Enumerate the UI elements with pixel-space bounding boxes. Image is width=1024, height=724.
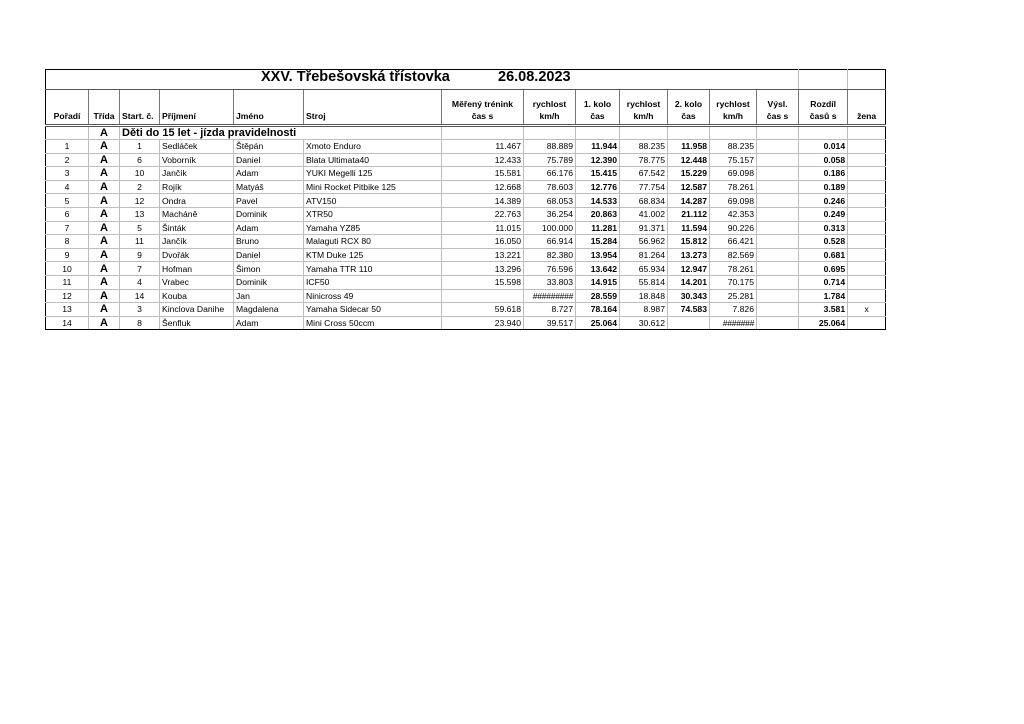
cell-rozdil: 0.189 (799, 180, 848, 194)
cell-vysl (757, 167, 799, 181)
event-date: 26.08.2023 (498, 69, 571, 85)
cell-vysl (757, 221, 799, 235)
cell-poradi: 4 (46, 180, 89, 194)
cell-poradi: 5 (46, 194, 89, 208)
cell-vysl (757, 316, 799, 330)
cell-trida: A (89, 153, 120, 167)
cell-jmeno: Bruno (234, 235, 304, 249)
cell-rychlost-2: 88.235 (710, 140, 757, 154)
cell-stroj: Mini Rocket Pitbike 125 (304, 180, 442, 194)
cell-zena (848, 140, 886, 154)
cell-trida: A (89, 221, 120, 235)
cell-rychlost-2: 75.157 (710, 153, 757, 167)
cell-rychlost-1: 55.814 (620, 275, 668, 289)
cell-stroj: KTM Duke 125 (304, 248, 442, 262)
cell-rychlost-2: 42.353 (710, 207, 757, 221)
cell-trenink: 23.940 (442, 316, 524, 330)
category-class: A (89, 126, 120, 140)
cell-rychlost-1: 68.834 (620, 194, 668, 208)
cell-prijmeni: Dvořák (160, 248, 234, 262)
cell-rychlost-2: 69.098 (710, 194, 757, 208)
cell-rychlost-1: 77.754 (620, 180, 668, 194)
cell-kolo-2: 11.594 (668, 221, 710, 235)
cell-prijmeni: Jančík (160, 167, 234, 181)
cell-rychlost-1: 56.962 (620, 235, 668, 249)
cell-stroj: YUKI Megelli 125 (304, 167, 442, 181)
header-start: Start. č. (120, 90, 160, 126)
table-row (46, 262, 886, 276)
cell-rychlost-0: 36.254 (524, 207, 576, 221)
cell-zena: x (848, 303, 886, 317)
empty-cell (848, 126, 886, 140)
cell-vysl (757, 140, 799, 154)
header-line2: čas s (766, 111, 789, 121)
cell-rychlost-0: 88.889 (524, 140, 576, 154)
cell-kolo-2: 21.112 (668, 207, 710, 221)
cell-stroj: Blata Ultimata40 (304, 153, 442, 167)
header-line2: km/h (633, 111, 654, 121)
table-row (46, 180, 886, 194)
header-prijmeni: Příjmení (160, 90, 234, 126)
table-row (46, 235, 886, 249)
cell-start: 4 (120, 275, 160, 289)
cell-vysl (757, 275, 799, 289)
cell-zena (848, 153, 886, 167)
cell-zena (848, 221, 886, 235)
cell-rychlost-1: 78.775 (620, 153, 668, 167)
cell-rychlost-2: 78.261 (710, 262, 757, 276)
cell-rychlost-1: 91.371 (620, 221, 668, 235)
cell-jmeno: Štěpán (234, 140, 304, 154)
cell-jmeno: Dominik (234, 275, 304, 289)
cell-trenink: 11.467 (442, 140, 524, 154)
cell-vysl (757, 303, 799, 317)
cell-start: 14 (120, 289, 160, 303)
cell-poradi: 13 (46, 303, 89, 317)
header-rychlost-0 (524, 90, 576, 126)
cell-jmeno: Daniel (234, 153, 304, 167)
table-row (46, 289, 886, 303)
cell-jmeno: Dominik (234, 207, 304, 221)
cell-vysl (757, 235, 799, 249)
cell-zena (848, 289, 886, 303)
cell-zena (848, 235, 886, 249)
cell-prijmeni: Macháně (160, 207, 234, 221)
cell-rozdil: 25.064 (799, 316, 848, 330)
cell-rychlost-0: 39.517 (524, 316, 576, 330)
cell-stroj: Yamaha TTR 110 (304, 262, 442, 276)
empty-cell (799, 70, 848, 90)
cell-rychlost-0: 78.603 (524, 180, 576, 194)
cell-rozdil: 0.186 (799, 167, 848, 181)
cell-rozdil: 3.581 (799, 303, 848, 317)
cell-trenink: 12.433 (442, 153, 524, 167)
cell-jmeno: Adam (234, 167, 304, 181)
empty-cell (442, 126, 524, 140)
cell-trida: A (89, 248, 120, 262)
cell-rychlost-1: 67.542 (620, 167, 668, 181)
cell-rychlost-1: 88.235 (620, 140, 668, 154)
cell-kolo-1: 28.559 (576, 289, 620, 303)
cell-stroj: Yamaha Sidecar 50 (304, 303, 442, 317)
table-row (46, 167, 886, 181)
cell-start: 12 (120, 194, 160, 208)
cell-kolo-1: 15.415 (576, 167, 620, 181)
table-row (46, 140, 886, 154)
cell-vysl (757, 194, 799, 208)
cell-poradi: 10 (46, 262, 89, 276)
cell-rozdil: 0.014 (799, 140, 848, 154)
cell-trenink (442, 289, 524, 303)
cell-kolo-2: 11.958 (668, 140, 710, 154)
cell-prijmeni: Sedláček (160, 140, 234, 154)
header-vysl (757, 90, 799, 126)
table-row (46, 275, 886, 289)
cell-kolo-2: 12.448 (668, 153, 710, 167)
header-line2: km/h (539, 111, 560, 121)
cell-rychlost-0: 68.053 (524, 194, 576, 208)
cell-trida: A (89, 207, 120, 221)
cell-start: 13 (120, 207, 160, 221)
cell-stroj: ATV150 (304, 194, 442, 208)
header-jmeno: Jméno (234, 90, 304, 126)
cell-stroj: Mini Cross 50ccm (304, 316, 442, 330)
cell-rozdil: 0.695 (799, 262, 848, 276)
header-line1: rychlost (532, 99, 567, 109)
cell-rychlost-2: 90.226 (710, 221, 757, 235)
header-line2: km/h (722, 111, 744, 121)
header-trenink-line1: Měřený trénink (451, 99, 514, 109)
cell-jmeno: Adam (234, 316, 304, 330)
cell-trenink: 13.221 (442, 248, 524, 262)
cell-rychlost-2: 78.261 (710, 180, 757, 194)
cell-rychlost-1: 30.612 (620, 316, 668, 330)
cell-zena (848, 194, 886, 208)
cell-kolo-1: 14.533 (576, 194, 620, 208)
cell-jmeno: Adam (234, 221, 304, 235)
cell-rozdil: 0.246 (799, 194, 848, 208)
cell-stroj: Malaguti RCX 80 (304, 235, 442, 249)
cell-trida: A (89, 180, 120, 194)
cell-rozdil: 0.313 (799, 221, 848, 235)
header-row (46, 90, 886, 126)
header-trenink (442, 90, 524, 126)
category-label: Děti do 15 let - jízda pravidelnosti (120, 126, 442, 140)
cell-trida: A (89, 167, 120, 181)
table-row (46, 153, 886, 167)
cell-prijmeni: Rojík (160, 180, 234, 194)
table-row (46, 221, 886, 235)
cell-rychlost-2: 70.175 (710, 275, 757, 289)
cell-start: 7 (120, 262, 160, 276)
header-line1: Výsl. (767, 99, 788, 109)
cell-vysl (757, 207, 799, 221)
cell-trenink: 11.015 (442, 221, 524, 235)
cell-rozdil: 0.528 (799, 235, 848, 249)
cell-stroj: XTR50 (304, 207, 442, 221)
header-line1: Rozdíl (810, 99, 837, 109)
cell-rychlost-1: 18.848 (620, 289, 668, 303)
cell-prijmeni: Vrabec (160, 275, 234, 289)
cell-zena (848, 275, 886, 289)
cell-kolo-2: 74.583 (668, 303, 710, 317)
cell-kolo-1: 11.944 (576, 140, 620, 154)
cell-poradi: 3 (46, 167, 89, 181)
cell-rychlost-0: 8.727 (524, 303, 576, 317)
cell-zena (848, 262, 886, 276)
cell-start: 5 (120, 221, 160, 235)
cell-vysl (757, 248, 799, 262)
cell-prijmeni: Kouba (160, 289, 234, 303)
cell-vysl (757, 153, 799, 167)
cell-trida: A (89, 235, 120, 249)
header-trenink-line2: čas s (471, 111, 494, 121)
cell-trenink: 59.618 (442, 303, 524, 317)
empty-cell (757, 126, 799, 140)
cell-zena (848, 316, 886, 330)
cell-start: 8 (120, 316, 160, 330)
cell-poradi: 12 (46, 289, 89, 303)
cell-start: 1 (120, 140, 160, 154)
cell-kolo-1: 12.390 (576, 153, 620, 167)
header-line1: rychlost (716, 99, 750, 109)
cell-stroj: Ninicross 49 (304, 289, 442, 303)
cell-trida: A (89, 262, 120, 276)
cell-trenink: 16.050 (442, 235, 524, 249)
cell-kolo-1: 25.064 (576, 316, 620, 330)
header-poradi: Pořadí (46, 90, 89, 126)
empty-cell (668, 126, 710, 140)
header-line1: rychlost (626, 99, 661, 109)
cell-trida: A (89, 275, 120, 289)
cell-stroj: Yamaha YZ85 (304, 221, 442, 235)
cell-trenink: 14.389 (442, 194, 524, 208)
cell-prijmeni: Kinclova Danihe (160, 303, 234, 317)
cell-rychlost-1: 8.987 (620, 303, 668, 317)
cell-jmeno: Šimon (234, 262, 304, 276)
cell-kolo-2: 15.812 (668, 235, 710, 249)
empty-cell (576, 126, 620, 140)
header-kolo-1 (576, 90, 620, 126)
header-line1: 2. kolo (674, 99, 703, 109)
cell-poradi: 11 (46, 275, 89, 289)
cell-rychlost-0: 100.000 (524, 221, 576, 235)
cell-stroj: Xmoto Enduro (304, 140, 442, 154)
cell-poradi: 9 (46, 248, 89, 262)
cell-jmeno: Magdalena (234, 303, 304, 317)
cell-kolo-2: 14.287 (668, 194, 710, 208)
header-trida: Třída (89, 90, 120, 126)
header-rozdil (799, 90, 848, 126)
cell-kolo-2: 14.201 (668, 275, 710, 289)
cell-trenink: 13.296 (442, 262, 524, 276)
title-cell (46, 70, 799, 90)
cell-trida: A (89, 289, 120, 303)
cell-vysl (757, 180, 799, 194)
cell-vysl (757, 289, 799, 303)
cell-kolo-1: 14.915 (576, 275, 620, 289)
cell-kolo-1: 20.863 (576, 207, 620, 221)
cell-rozdil: 0.714 (799, 275, 848, 289)
header-kolo-2 (668, 90, 710, 126)
cell-rychlost-2: ####### (710, 316, 757, 330)
cell-jmeno: Matyáš (234, 180, 304, 194)
cell-rychlost-2: 82.569 (710, 248, 757, 262)
cell-rychlost-0: 75.789 (524, 153, 576, 167)
cell-rychlost-1: 65.934 (620, 262, 668, 276)
empty-cell (46, 126, 89, 140)
cell-kolo-2: 30.343 (668, 289, 710, 303)
table-row (46, 194, 886, 208)
cell-rychlost-1: 41.002 (620, 207, 668, 221)
cell-rychlost-0: 76.596 (524, 262, 576, 276)
cell-rychlost-0: 33.803 (524, 275, 576, 289)
header-line2: čas (681, 111, 696, 121)
cell-rozdil: 1.784 (799, 289, 848, 303)
cell-kolo-1: 13.642 (576, 262, 620, 276)
cell-trenink: 15.581 (442, 167, 524, 181)
cell-start: 2 (120, 180, 160, 194)
cell-poradi: 1 (46, 140, 89, 154)
cell-rychlost-2: 66.421 (710, 235, 757, 249)
cell-trenink: 15.598 (442, 275, 524, 289)
cell-kolo-1: 15.284 (576, 235, 620, 249)
cell-kolo-2: 15.229 (668, 167, 710, 181)
cell-poradi: 6 (46, 207, 89, 221)
cell-start: 10 (120, 167, 160, 181)
cell-kolo-2: 13.273 (668, 248, 710, 262)
cell-rozdil: 0.249 (799, 207, 848, 221)
category-row (46, 126, 886, 140)
cell-jmeno: Daniel (234, 248, 304, 262)
empty-cell (620, 126, 668, 140)
cell-kolo-2: 12.947 (668, 262, 710, 276)
cell-poradi: 8 (46, 235, 89, 249)
cell-kolo-1: 12.776 (576, 180, 620, 194)
cell-zena (848, 248, 886, 262)
empty-cell (710, 126, 757, 140)
results-table (45, 69, 886, 330)
cell-rychlost-1: 81.264 (620, 248, 668, 262)
cell-zena (848, 180, 886, 194)
table-row (46, 207, 886, 221)
cell-kolo-2: 12.587 (668, 180, 710, 194)
cell-trida: A (89, 140, 120, 154)
cell-kolo-2 (668, 316, 710, 330)
header-rychlost-2 (710, 90, 757, 126)
cell-rychlost-0: 66.176 (524, 167, 576, 181)
header-stroj: Stroj (304, 90, 442, 126)
title-row (46, 70, 886, 90)
cell-trida: A (89, 303, 120, 317)
cell-rychlost-2: 25.281 (710, 289, 757, 303)
cell-poradi: 7 (46, 221, 89, 235)
cell-start: 3 (120, 303, 160, 317)
cell-zena (848, 207, 886, 221)
cell-poradi: 14 (46, 316, 89, 330)
cell-trida: A (89, 194, 120, 208)
cell-kolo-1: 78.164 (576, 303, 620, 317)
header-line2: čas (590, 111, 605, 121)
cell-start: 6 (120, 153, 160, 167)
cell-kolo-1: 11.281 (576, 221, 620, 235)
cell-prijmeni: Šinták (160, 221, 234, 235)
cell-prijmeni: Hofman (160, 262, 234, 276)
cell-prijmeni: Jančík (160, 235, 234, 249)
page-title: XXV. Třebešovská třístovka (261, 69, 450, 85)
cell-trenink: 12.668 (442, 180, 524, 194)
cell-jmeno: Jan (234, 289, 304, 303)
empty-cell (799, 126, 848, 140)
cell-poradi: 2 (46, 153, 89, 167)
cell-rozdil: 0.681 (799, 248, 848, 262)
cell-rychlost-2: 7.826 (710, 303, 757, 317)
cell-vysl (757, 262, 799, 276)
cell-start: 9 (120, 248, 160, 262)
header-zena: žena (848, 90, 886, 126)
header-line1: 1. kolo (583, 99, 612, 109)
cell-jmeno: Pavel (234, 194, 304, 208)
cell-rozdil: 0.058 (799, 153, 848, 167)
cell-trida: A (89, 316, 120, 330)
cell-start: 11 (120, 235, 160, 249)
cell-rychlost-2: 69.098 (710, 167, 757, 181)
empty-cell (848, 70, 886, 90)
table-row (46, 316, 886, 330)
cell-prijmeni: Šenfluk (160, 316, 234, 330)
cell-prijmeni: Ondra (160, 194, 234, 208)
table-row (46, 248, 886, 262)
cell-rychlost-0: 66.914 (524, 235, 576, 249)
cell-rychlost-0: ######### (524, 289, 576, 303)
cell-zena (848, 167, 886, 181)
table-row (46, 303, 886, 317)
empty-cell (524, 126, 576, 140)
cell-stroj: ICF50 (304, 275, 442, 289)
cell-kolo-1: 13.954 (576, 248, 620, 262)
cell-rychlost-0: 82.380 (524, 248, 576, 262)
cell-prijmeni: Voborník (160, 153, 234, 167)
header-line2: časů s (809, 111, 837, 121)
header-rychlost-1 (620, 90, 668, 126)
cell-trenink: 22.763 (442, 207, 524, 221)
